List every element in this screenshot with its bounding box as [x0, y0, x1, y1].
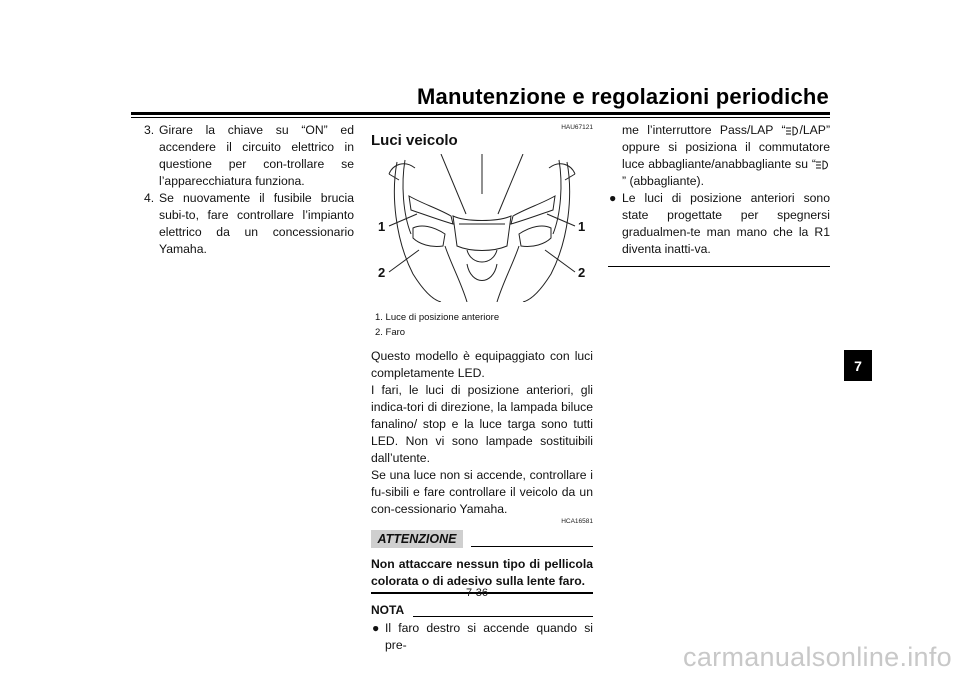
callout-1-left: 1 [378, 219, 386, 234]
caution-header [371, 530, 593, 550]
headlight-figure [371, 154, 593, 302]
step-text: Girare la chiave su “ON” ed accendere il circuito elettrico in questione per con-trollare se l’apparecchiatura funziona. [159, 123, 354, 188]
motorcycle-front-illustration [371, 154, 593, 302]
caution-badge: ATTENZIONE [371, 530, 463, 548]
figure-legend [375, 310, 593, 340]
legend-item-2: 2. Faro [375, 327, 406, 338]
note-rule [413, 616, 593, 617]
watermark: carmanualsonline.info [683, 642, 952, 672]
caution-text: Non attaccare nessun tipo di pellicola colorata o di adesivo sulla lente faro. [371, 557, 593, 588]
step-number: 4. [144, 191, 155, 205]
note-bullet-2-text: Le luci di posizione anteriori sono state progettate per spegnersi gradualmen-te man mano che la R1 diventa inatti-va. [622, 191, 830, 256]
page-number: 7-36 [466, 587, 489, 599]
page-header-title: Manutenzione e regolazioni periodiche [416, 84, 829, 109]
section-code: HAU67121 [561, 124, 593, 131]
note-end-rule [608, 266, 830, 267]
right-column [608, 122, 830, 267]
middle-column [371, 124, 593, 654]
header-rule-thin [131, 117, 830, 118]
caution-code: HCA16581 [561, 518, 593, 525]
note-bullet-1-text: Il faro destro si accende quando si pre- [385, 620, 593, 652]
high-beam-icon [816, 160, 830, 170]
note-header [371, 602, 593, 620]
note-bullet-2 [608, 190, 830, 258]
callout-1-right: 1 [578, 219, 586, 234]
step-text: Se nuovamente il fusibile brucia subi-to, fare controllare l’impianto elettrico da un concessionario Yamaha. [159, 191, 354, 256]
caution-rule [471, 546, 593, 547]
bullet-1-text-c: ” (abbagliante). [622, 174, 704, 188]
note-bullet-1-continued [608, 122, 830, 190]
paragraph-1: Questo modello è equipaggiato con luci completamente LED. [371, 349, 593, 380]
step-number: 3. [144, 123, 155, 137]
section-title: Luci veicolo [371, 132, 458, 149]
bullet-dot: ● [372, 620, 380, 635]
bullet-dot: ● [609, 191, 617, 205]
legend-item-1: 1. Luce di posizione anteriore [375, 312, 500, 323]
header-rule [131, 112, 830, 115]
left-column [144, 122, 354, 258]
step-4 [144, 190, 354, 258]
bullet-1-text-b: /LAP” oppure si posiziona il commutatore luce abbagliante/anabbagliante su “ [622, 123, 830, 171]
step-3 [144, 122, 354, 190]
bullet-1-text-a: me l’interruttore Pass/LAP “ [622, 123, 786, 137]
chapter-tab: 7 [844, 350, 872, 381]
note-label: NOTA [371, 602, 405, 617]
note-bullet-1 [371, 620, 593, 654]
high-beam-icon [786, 126, 800, 136]
paragraph-2: I fari, le luci di posizione anteriori, gli indica-tori di direzione, la lampada biluce fanalino/ stop e la luce targa sono tutti LED. Non vi sono lampade sostituibili dall’utente. [371, 383, 593, 465]
paragraph-3: Se una luce non si accende, controllare i fu-sibili e fare controllare il veicolo da un con-cessionario Yamaha. [371, 468, 593, 516]
callout-2-left: 2 [378, 265, 386, 280]
callout-2-right: 2 [578, 265, 586, 280]
